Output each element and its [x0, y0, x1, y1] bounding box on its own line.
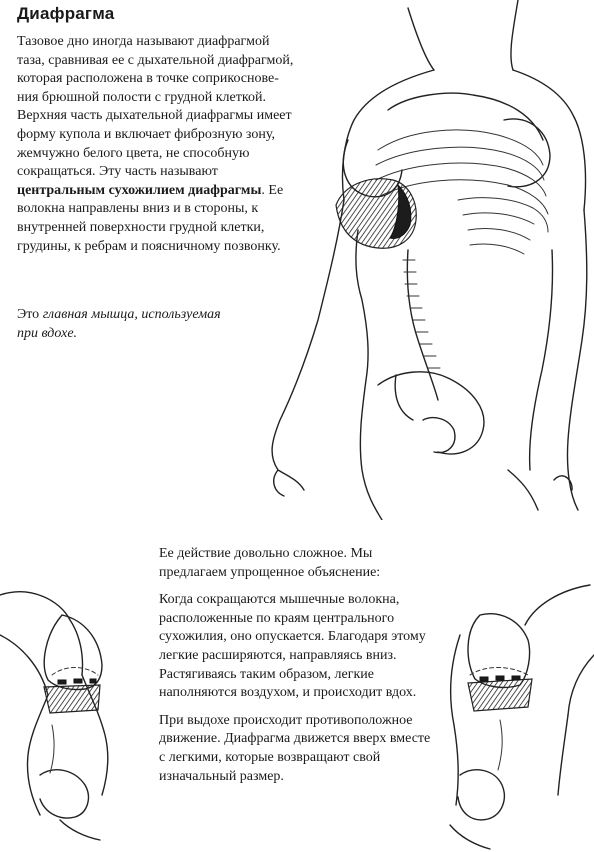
exhale-description: При выдохе происходит противоположное движение. Диафрагма движется вверх вместе с легкими, которые возвращают свой изначальный размер.: [159, 712, 431, 784]
inhale-description: Когда сокращаются мышечные волокна, расположенные по краям центрального сухожилия, оно опускается. Благодаря этому легкие расширяются, направляясь вниз. Растягиваясь таким образом, легкие наполняются воздухом, и происходит вдох.: [159, 592, 426, 701]
torso-anatomy-illustration: [258, 0, 594, 520]
action-text-column: [159, 545, 431, 795]
action-intro: Ее действие довольно сложное. Мы предлагаем упрощенное объяснение:: [159, 546, 381, 580]
intro-text-start: Тазовое дно иногда называют диафрагмой таза, сравнивая ее с дыхательной диафрагмой, которая расположена в точке соприкосновения брюшной полости с грудной клеткой. Верхняя часть дыхательной диафрагмы имеет форму купола и включает фиброзную зону, жемчужно белого цвета, не способную сокращаться. Эту часть называют: [17, 34, 294, 180]
intro-paragraph: [17, 33, 295, 256]
main-muscle-note: [17, 306, 237, 343]
main-muscle-emphasis: главная мышца, используемая при вдохе.: [17, 307, 221, 341]
page-title: Диафрагма: [17, 4, 115, 23]
central-tendon-term: центральным сухожилием диафрагмы: [17, 182, 262, 198]
diaphragm-profile-illustration-left: [0, 575, 130, 852]
main-muscle-prefix: Это: [17, 307, 43, 322]
intro-text-end: . Ее волокна направлены вниз и в стороны, к внутренней поверхности грудной клетки, грудины, к ребрам и поясничному позвонку.: [17, 182, 284, 254]
diaphragm-profile-illustration-right: [440, 575, 594, 852]
